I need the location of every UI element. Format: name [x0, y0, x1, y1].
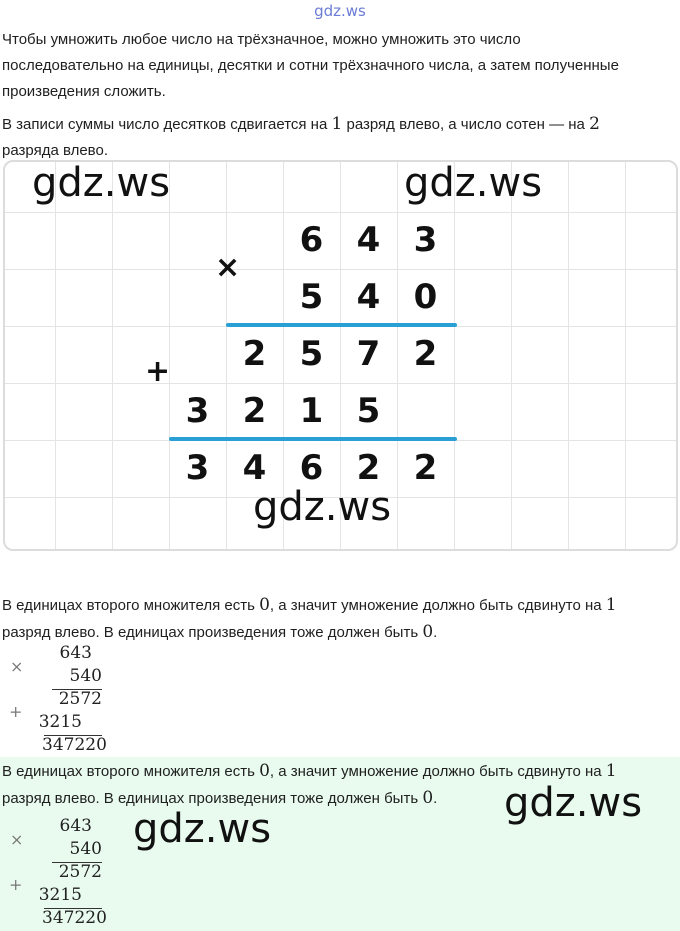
shift-rule-line — [2, 111, 678, 138]
grid-digit: 4 — [242, 448, 267, 488]
text-segment: В единицах второго множителя есть — [2, 763, 260, 780]
partial-product: 3215 — [38, 712, 82, 732]
multiplier: 540 — [69, 666, 102, 686]
plus-sign: + — [145, 354, 171, 389]
grid-digit: 5 — [299, 277, 324, 317]
grid-digit: 2 — [356, 448, 381, 488]
multiplicand: 643 — [59, 643, 92, 663]
text-segment: , а значит умножение должно быть сдвинуто на — [269, 763, 606, 780]
explanation-line — [2, 592, 678, 619]
header-watermark: gdz.ws — [314, 2, 366, 20]
watermark: gdz.ws — [32, 160, 171, 206]
shift-rule-paragraph — [2, 111, 678, 164]
grid-digit: 7 — [356, 334, 381, 374]
partial-product: 2572 — [58, 689, 102, 709]
math-number: 0 — [259, 595, 270, 615]
intro-line: произведения сложить. — [2, 83, 166, 100]
text-segment: , а значит умножение должно быть сдвинуто на — [269, 597, 606, 614]
grid-digit: 5 — [299, 334, 324, 374]
grid-digit: 4 — [356, 220, 381, 260]
text-segment: . — [433, 790, 438, 807]
explanation-paragraph — [2, 592, 678, 646]
text-segment: разряд влево. В единицах произведения тоже должен быть — [2, 624, 423, 641]
math-number: 0 — [259, 761, 270, 781]
multiply-sign: × — [10, 657, 24, 676]
text-segment: В записи суммы число десятков сдвигается на — [2, 116, 332, 133]
intro-line: Чтобы умножить любое число на трёхзначное, можно умножить это число — [2, 31, 521, 48]
math-number: 1 — [605, 761, 617, 781]
product-result: 347220 — [42, 735, 107, 755]
column-calculation — [0, 643, 120, 755]
math-number: 2 — [589, 114, 600, 134]
answer-column-calculation — [0, 816, 120, 928]
text-segment: В единицах второго множителя есть — [2, 597, 260, 614]
grid-digit: 2 — [413, 448, 438, 488]
grid-digit: 2 — [242, 334, 267, 374]
multiplier: 540 — [69, 839, 102, 859]
plus-sign: + — [9, 702, 23, 721]
partial-product: 2572 — [58, 862, 102, 882]
watermark: gdz.ws — [404, 160, 543, 206]
text-segment: . — [433, 624, 438, 641]
math-number: 0 — [422, 788, 434, 808]
multiplicand: 643 — [59, 816, 92, 836]
math-number: 0 — [422, 622, 434, 642]
multiply-sign: × — [215, 250, 241, 285]
sum-underline — [169, 437, 457, 441]
product-underline — [226, 323, 457, 327]
grid-digit: 5 — [356, 391, 381, 431]
text-segment: разряд влево, а число сотен — на — [342, 116, 590, 133]
intro-paragraph — [2, 27, 678, 105]
math-number: 1 — [331, 114, 343, 134]
grid-digit: 2 — [413, 334, 438, 374]
grid-digit: 3 — [413, 220, 438, 260]
grid-digit: 2 — [242, 391, 267, 431]
text-segment: разряд влево. В единицах произведения тоже должен быть — [2, 790, 423, 807]
grid-digit: 0 — [413, 277, 438, 317]
grid-digit: 3 — [185, 391, 210, 431]
watermark: gdz.ws — [133, 806, 272, 852]
intro-line: последовательно на единицы, десятки и сотни трёхзначного числа, а затем полученные — [2, 57, 619, 74]
grid-digit: 6 — [299, 448, 324, 488]
product-result: 347220 — [42, 908, 107, 928]
partial-product: 3215 — [38, 885, 82, 905]
watermark: gdz.ws — [504, 780, 643, 826]
watermark: gdz.ws — [253, 484, 392, 530]
shift-rule-line: разряда влево. — [2, 142, 108, 159]
grid-digit: 1 — [299, 391, 324, 431]
math-number: 1 — [605, 595, 617, 615]
plus-sign: + — [9, 875, 23, 894]
explanation-line — [2, 619, 678, 646]
multiply-sign: × — [10, 830, 24, 849]
grid-digit: 3 — [185, 448, 210, 488]
grid-digit: 4 — [356, 277, 381, 317]
grid-digit: 6 — [299, 220, 324, 260]
